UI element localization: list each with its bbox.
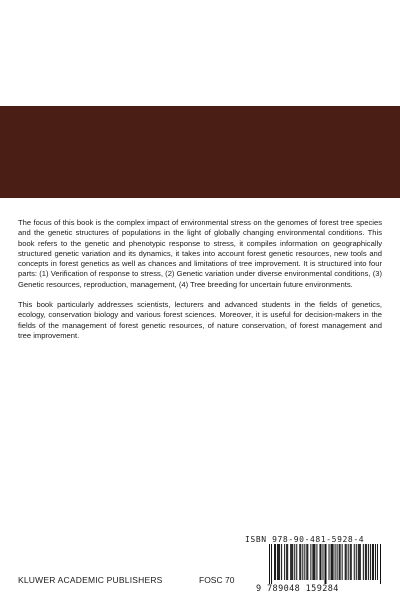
isbn-label: ISBN 978-90-481-5928-4 — [245, 535, 365, 544]
barcode-icon — [269, 544, 381, 584]
barcode-digits: 9 789048 159284 — [256, 584, 339, 594]
publisher-name: KLUWER ACADEMIC PUBLISHERS — [18, 575, 163, 585]
cover-color-band — [0, 106, 400, 198]
series-number: FOSC 70 — [199, 575, 235, 585]
back-cover-blurb — [18, 218, 382, 351]
blurb-paragraph-2: This book particularly addresses scientists, lecturers and advanced students in the fields of genetics, ecology, conservation biology and various forest sciences. Moreover, it is useful for decision-makers in the fields of the management of forest genetic resources, of nature conservation, of forest management and tree improvement. — [18, 300, 382, 340]
blurb-paragraph-1: The focus of this book is the complex impact of environmental stress on the genomes of forest tree species and the genetic structures of populations in the light of globally changing environmental conditions. This book refers to the genetic and phenotypic response to stress, it compiles information on geographically structured genetic variation and its dynamics, it takes into account forest genetic resources, new tools and concepts in forest genetics as well as chances and limitations of tree improvement. It is structured into four parts: (1) Verification of response to stress, (2) Genetic variation under diverse environmental conditions, (3) Genetic resources, reproduction, management, (4) Tree breeding for uncertain future environments. — [18, 218, 382, 289]
